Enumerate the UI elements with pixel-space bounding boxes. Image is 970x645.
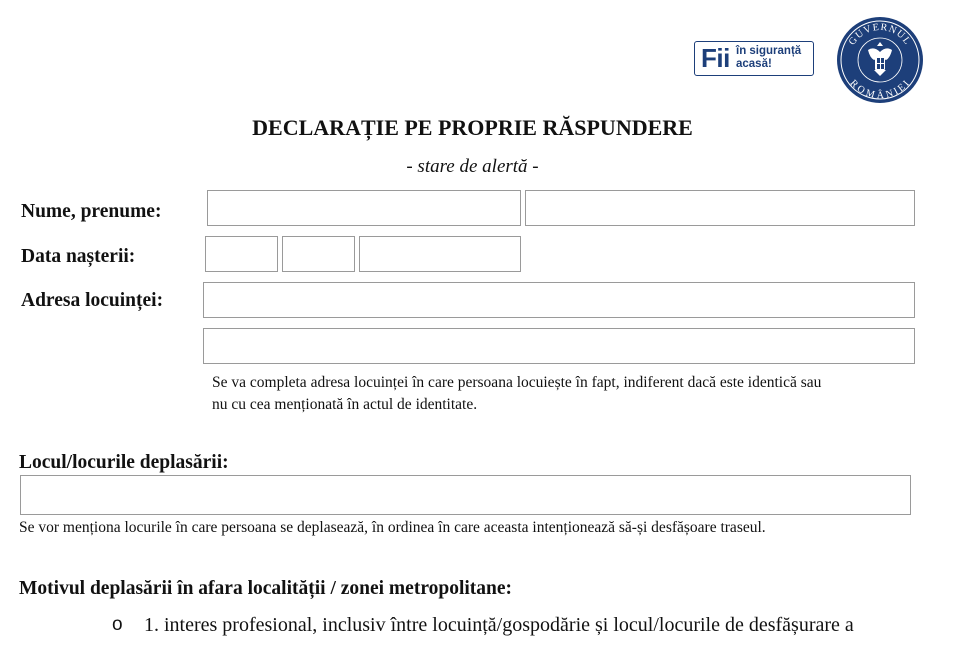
seal-bottom-text: ROMÂNIEI (847, 78, 913, 102)
birth-year-field[interactable] (359, 236, 521, 272)
fii-in-siguranta-logo (694, 41, 814, 76)
first-name-field[interactable] (525, 190, 915, 226)
reason-option-1-text: 1. interes profesional, inclusiv între locuință/gospodărie și locul/locurile de desfășurare a (144, 614, 854, 636)
document-subtitle: - stare de alertă - (406, 156, 539, 177)
seal-top-text: GUVERNUL (846, 21, 914, 48)
address-line1-field[interactable] (203, 282, 915, 318)
address-note-line1: Se va completa adresa locuinței în care persoana locuiește în fapt, indiferent dacă este identică sau (212, 374, 822, 391)
reason-option-1-bullet[interactable]: o (112, 614, 123, 635)
last-name-field[interactable] (207, 190, 521, 226)
birth-month-field[interactable] (282, 236, 355, 272)
document-title: DECLARAȚIE PE PROPRIE RĂSPUNDERE (252, 115, 693, 140)
fii-logo-line1: în siguranță (736, 45, 802, 57)
address-note (212, 372, 932, 416)
birth-date-label: Data nașterii: (21, 246, 136, 267)
fii-logo-small-text (736, 45, 801, 71)
fii-logo-line2: acasă! (736, 58, 772, 70)
travel-locations-field[interactable] (20, 475, 911, 515)
travel-reason-label: Motivul deplasării în afara localității / zonei metropolitane: (19, 578, 513, 599)
birth-day-field[interactable] (205, 236, 278, 272)
guvernul-romaniei-seal (836, 16, 924, 104)
address-note-line2: nu cu cea menționată în actul de identitate. (212, 396, 478, 413)
travel-locations-label: Locul/locurile deplasării: (19, 452, 229, 473)
travel-locations-note: Se vor menționa locurile în care persoana se deplasează, în ordinea în care aceasta intenționează să-și desfășoare traseul. (19, 519, 766, 536)
name-label: Nume, prenume: (21, 201, 162, 222)
address-label: Adresa locuinței: (21, 290, 164, 311)
address-line2-field[interactable] (203, 328, 915, 364)
fii-logo-big-text: Fii (701, 43, 730, 73)
